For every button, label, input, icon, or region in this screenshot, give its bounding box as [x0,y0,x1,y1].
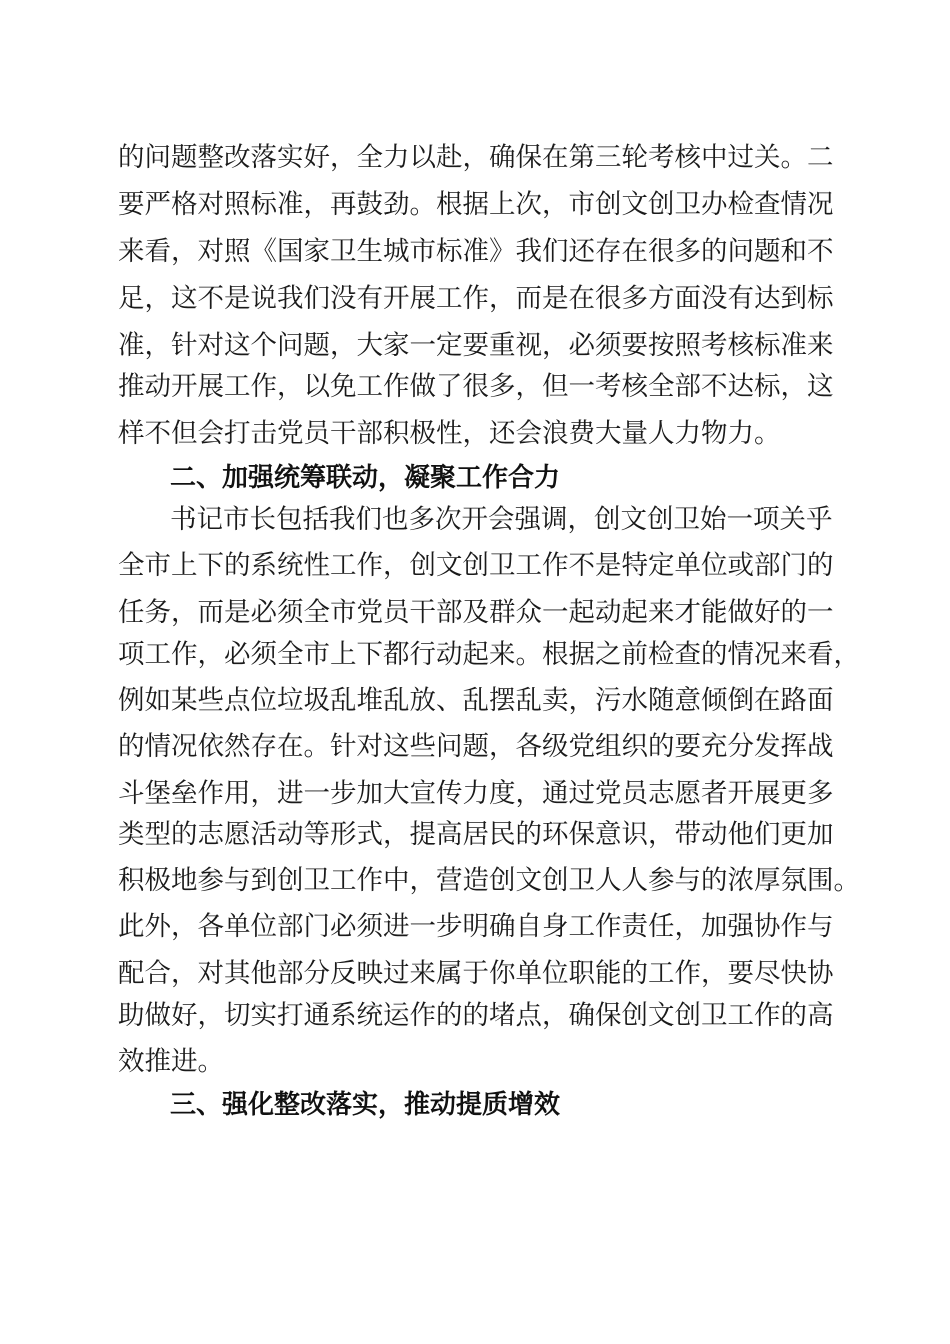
paragraph-1-line-6: 推动开展工作，以免工作做了很多，但一考核全部不达标，这 [118,371,834,402]
paragraph-2-line-12: 助做好，切实打通系统运作的的堵点，确保创文创卫工作的高 [118,1000,834,1031]
paragraph-2-line-8: 类型的志愿活动等形式，提高居民的环保意识，带动他们更加 [118,819,834,850]
paragraph-2-line-13: 效推进。 [118,1046,224,1077]
paragraph-2-line-3: 任务，而是必须全市党员干部及群众一起动起来才能做好的一 [118,597,834,628]
paragraph-2-line-5: 例如某些点位垃圾乱堆乱放、乱摆乱卖，污水随意倾倒在路面 [118,685,834,716]
paragraph-1-line-4: 足，这不是说我们没有开展工作，而是在很多方面没有达到标 [118,283,834,314]
section-3-heading: 三、强化整改落实，推动提质增效 [170,1090,561,1120]
paragraph-2-line-6: 的情况依然存在。针对这些问题，各级党组织的要充分发挥战 [118,731,834,762]
paragraph-1-line-2: 要严格对照标准，再鼓劲。根据上次，市创文创卫办检查情况 [118,189,834,220]
paragraph-1-line-3: 来看，对照《国家卫生城市标准》我们还存在很多的问题和不 [118,236,834,267]
paragraph-1-line-7: 样不但会打击党员干部积极性，还会浪费大量人力物力。 [118,418,781,449]
paragraph-2-line-10: 此外，各单位部门必须进一步明确自身工作责任，加强协作与 [118,911,834,942]
paragraph-1-line-5: 准，针对这个问题，大家一定要重视，必须要按照考核标准来 [118,330,834,361]
paragraph-2-line-4: 项工作，必须全市上下都行动起来。根据之前检查的情况来看， [118,639,860,670]
paragraph-2-line-1: 书记市长包括我们也多次开会强调，创文创卫始一项关乎 [170,504,833,535]
section-2-heading: 二、加强统筹联动，凝聚工作合力 [170,463,561,493]
paragraph-2-line-2: 全市上下的系统性工作，创文创卫工作不是特定单位或部门的 [118,550,834,581]
paragraph-2-line-9: 积极地参与到创卫工作中，营造创文创卫人人参与的浓厚氛围。 [118,865,860,896]
paragraph-1-line-1: 的问题整改落实好，全力以赴，确保在第三轮考核中过关。二 [118,142,834,173]
paragraph-2-line-7: 斗堡垒作用，进一步加大宣传力度，通过党员志愿者开展更多 [118,778,834,809]
paragraph-2-line-11: 配合，对其他部分反映过来属于你单位职能的工作，要尽快协 [118,958,834,989]
